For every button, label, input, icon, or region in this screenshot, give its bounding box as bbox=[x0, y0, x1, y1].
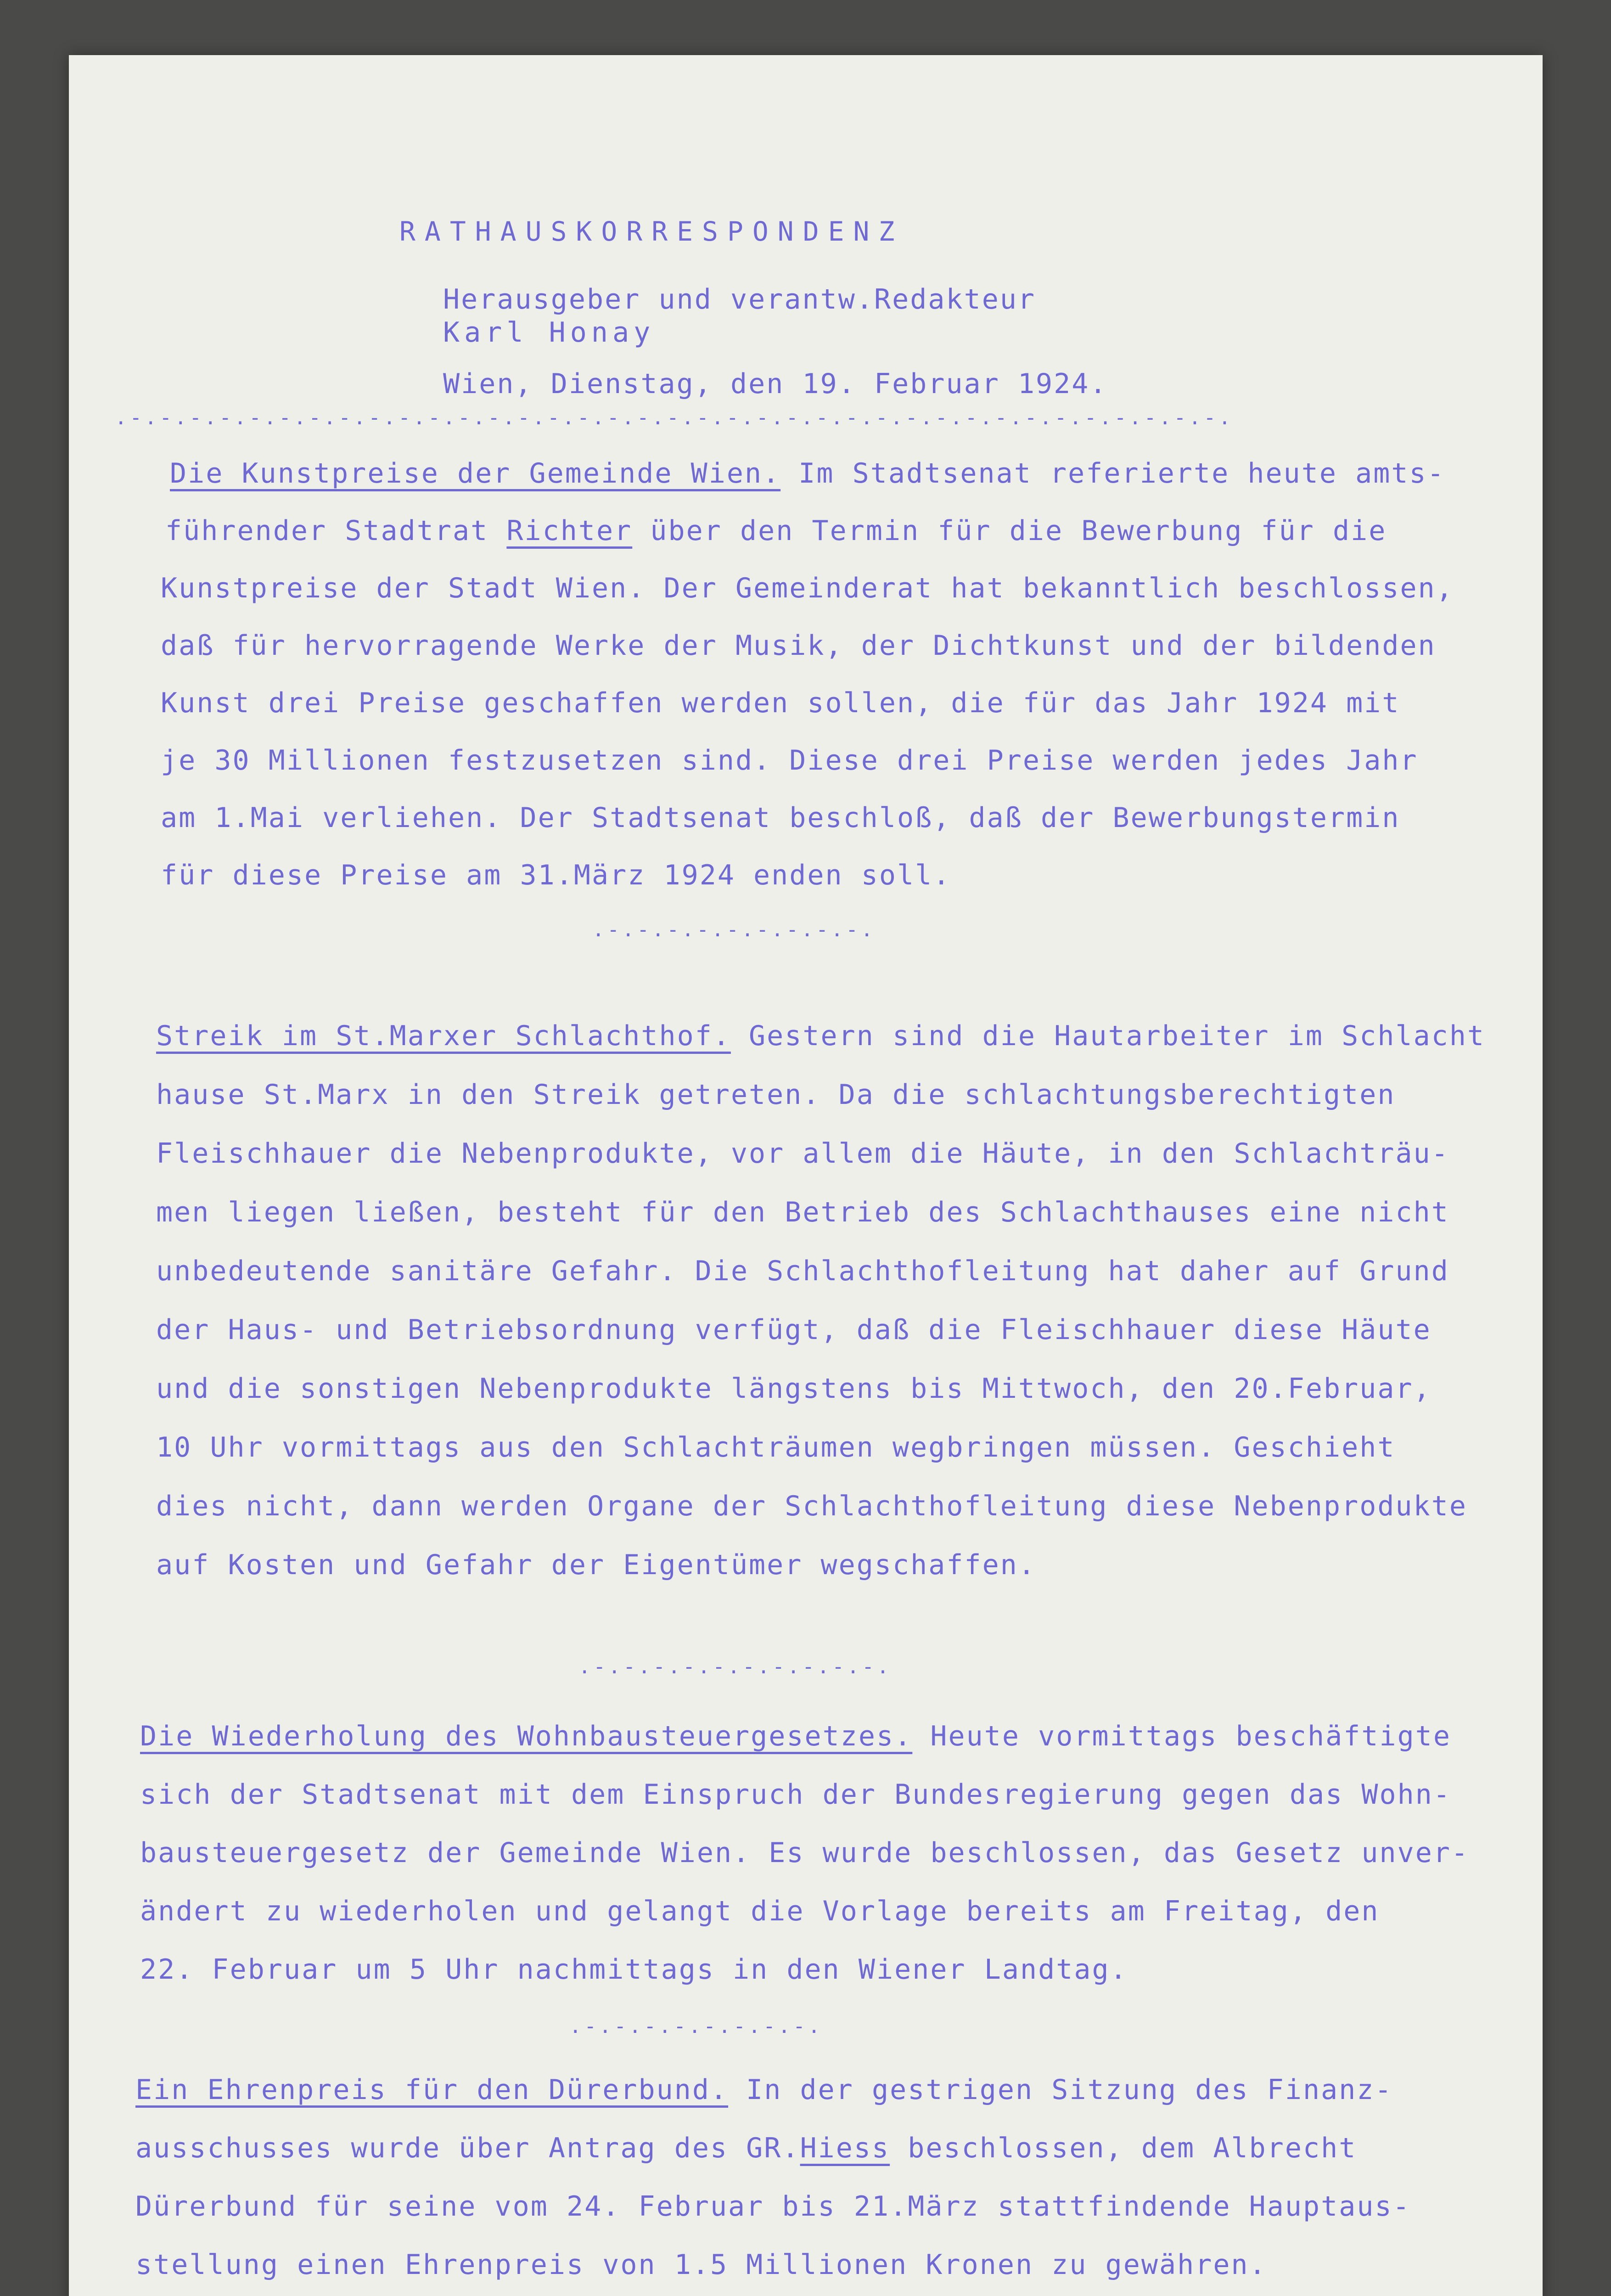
article-line: und die sonstigen Nebenprodukte längstens bis Mittwoch, den 20.Februar, bbox=[156, 1373, 1431, 1405]
article-separator: .-.-.-.-.-.-.-.-.-. bbox=[592, 918, 876, 941]
article-line: 22. Februar um 5 Uhr nachmittags in den Wiener Landtag. bbox=[140, 1953, 1128, 1986]
article-separator: .-.-.-.-.-.-.-.-. bbox=[569, 2015, 823, 2038]
article-line: daß für hervorragende Werke der Musik, der Dichtkunst und der bildenden bbox=[161, 630, 1436, 662]
article-line: Kunstpreise der Stadt Wien. Der Gemeinderat hat bekanntlich beschlossen, bbox=[161, 572, 1454, 604]
publisher-line: Herausgeber und verantw.Redakteur bbox=[443, 283, 1036, 315]
article-line: ändert zu wiederholen und gelangt die Vorlage bereits am Freitag, den bbox=[140, 1895, 1380, 1927]
editor-name: Karl Honay bbox=[443, 316, 655, 349]
article-line: sich der Stadtsenat mit dem Einspruch der Bundesregierung gegen das Wohn- bbox=[140, 1778, 1451, 1811]
article-line: ausschusses wurde über Antrag des GR.Hiess beschlossen, dem Albrecht bbox=[135, 2132, 1357, 2164]
article-first-line: Ein Ehrenpreis für den Dürerbund. In der gestrigen Sitzung des Finanz- bbox=[135, 2074, 1393, 2106]
document-page bbox=[69, 55, 1543, 2296]
article-heading: Die Wiederholung des Wohnbausteuergesetzes. bbox=[140, 1720, 913, 1752]
article-heading: Streik im St.Marxer Schlachthof. bbox=[156, 1020, 731, 1052]
article-line: Dürerbund für seine vom 24. Februar bis 21.März stattfindende Hauptaus- bbox=[135, 2190, 1411, 2223]
article-heading: Die Kunstpreise der Gemeinde Wien. bbox=[170, 457, 781, 490]
article-line: hause St.Marx in den Streik getreten. Da die schlachtungsberechtigten bbox=[156, 1079, 1396, 1111]
article-first-line: Die Kunstpreise der Gemeinde Wien. Im Stadtsenat referierte heute amts- bbox=[170, 457, 1445, 490]
article-line: Fleischhauer die Nebenprodukte, vor allem die Häute, in den Schlachträu- bbox=[156, 1137, 1449, 1170]
header-rule: .-.-.-.-.-.-.-.-.-.-.-.-.-.-.-.-.-.-.-.-.-.-.-.-.-.-.-.-.-.-.-.-.-.-.-.-.-. bbox=[115, 406, 1234, 429]
article-line: der Haus- und Betriebsordnung verfügt, daß die Fleischhauer diese Häute bbox=[156, 1314, 1431, 1346]
article-line: Kunst drei Preise geschaffen werden sollen, die für das Jahr 1924 mit bbox=[161, 687, 1400, 719]
article-line: am 1.Mai verliehen. Der Stadtsenat beschloß, daß der Bewerbungstermin bbox=[161, 802, 1400, 834]
article-first-line: Streik im St.Marxer Schlachthof. Gestern sind die Hautarbeiter im Schlacht bbox=[156, 1020, 1486, 1052]
article-line: für diese Preise am 31.März 1924 enden soll. bbox=[161, 859, 951, 891]
article-line: unbedeutende sanitäre Gefahr. Die Schlachthofleitung hat daher auf Grund bbox=[156, 1255, 1449, 1287]
article-line: men liegen ließen, besteht für den Betrieb des Schlachthauses eine nicht bbox=[156, 1196, 1449, 1228]
article-line: auf Kosten und Gefahr der Eigentümer wegschaffen. bbox=[156, 1549, 1037, 1581]
article-line: stellung einen Ehrenpreis von 1.5 Millionen Kronen zu gewähren. bbox=[135, 2249, 1267, 2281]
article-line: 10 Uhr vormittags aus den Schlachträumen wegbringen müssen. Geschieht bbox=[156, 1431, 1396, 1463]
date-line: Wien, Dienstag, den 19. Februar 1924. bbox=[443, 368, 1108, 400]
article-first-line: Die Wiederholung des Wohnbausteuergesetzes. Heute vormittags beschäftigte bbox=[140, 1720, 1451, 1752]
person-name: Hiess bbox=[800, 2132, 890, 2164]
article-separator: .-.-.-.-.-.-.-.-.-.-. bbox=[578, 1655, 892, 1678]
masthead-title: RATHAUSKORRESPONDENZ bbox=[399, 216, 904, 247]
article-line: dies nicht, dann werden Organe der Schlachthofleitung diese Nebenprodukte bbox=[156, 1490, 1467, 1522]
article-heading: Ein Ehrenpreis für den Dürerbund. bbox=[135, 2074, 729, 2106]
person-name: Richter bbox=[506, 515, 633, 547]
article-line: je 30 Millionen festzusetzen sind. Diese drei Preise werden jedes Jahr bbox=[161, 744, 1418, 777]
article-line: führender Stadtrat Richter über den Termin für die Bewerbung für die bbox=[165, 515, 1387, 547]
article-line: bausteuergesetz der Gemeinde Wien. Es wurde beschlossen, das Gesetz unver- bbox=[140, 1837, 1470, 1869]
